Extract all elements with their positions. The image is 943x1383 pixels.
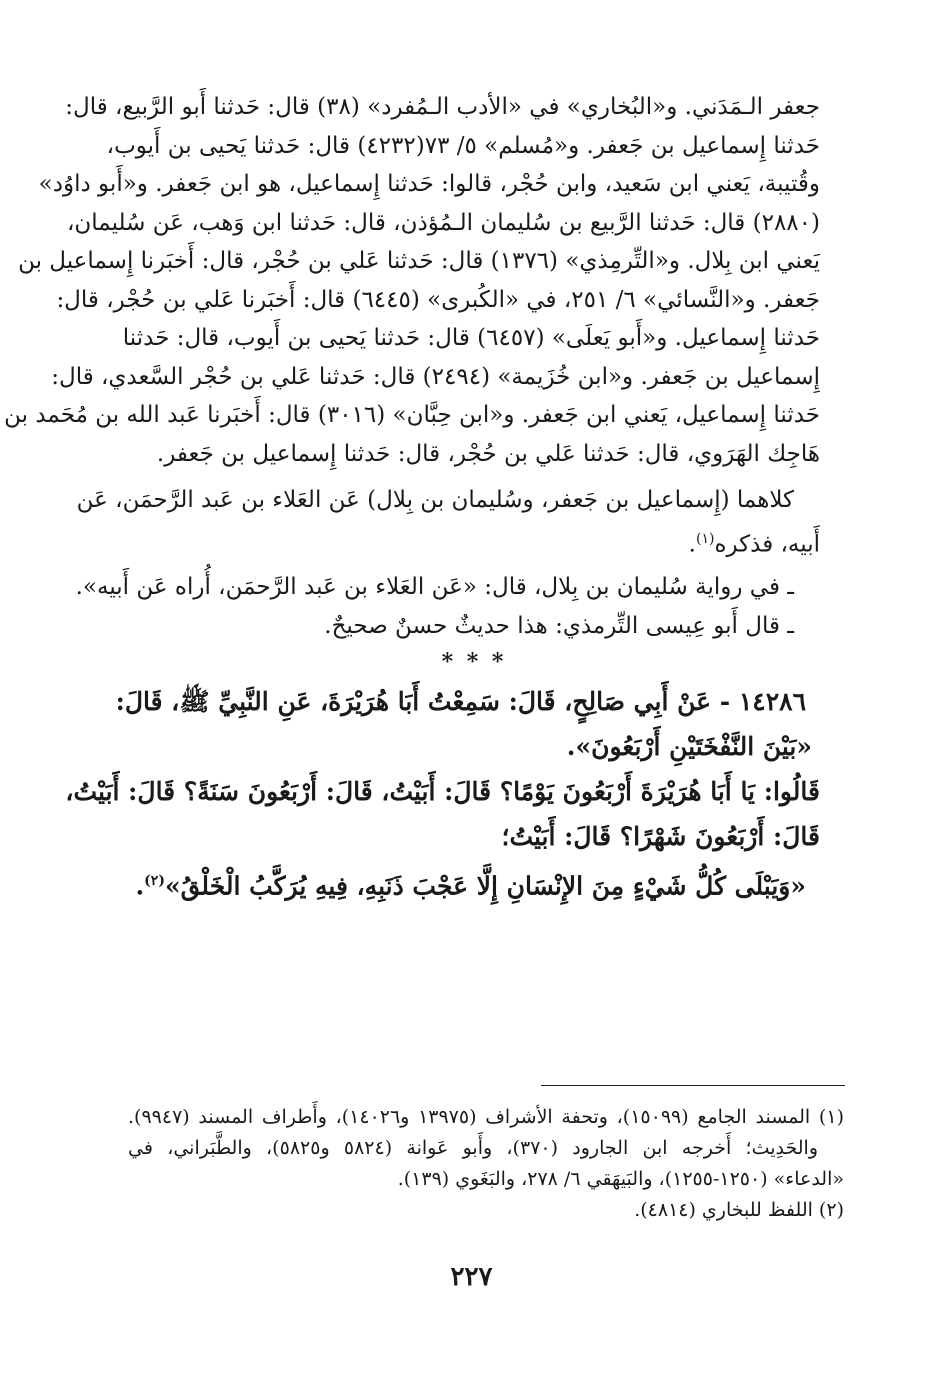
text-fragment: . — [135, 871, 145, 901]
text-fragment: أَبيه، فذكره — [714, 531, 820, 558]
text-line — [128, 520, 820, 559]
text-line: (٢٨٨٠) قال: حَدثنا الرَّبيع بن سُليمان الـمُؤذن، قال: حَدثنا ابن وَهب، عَن سُليمان، — [66, 209, 820, 236]
text-fragment: «وَيَبْلَى كُلُّ شَيْءٍ مِنَ الإِنْسَانِ إِلَّا عَجْبَ ذَنَبِهِ، فِيهِ يُرَكَّبُ الْخَلْقُ» — [164, 871, 806, 901]
hadith-block — [65, 679, 820, 904]
footnote-ref: (٢) — [144, 873, 165, 889]
text-line: هَاجِك الهَرَوي، قال: حَدثنا عَلي بن حُجْر، قال: حَدثنا إِسماعيل بن جَعفر. — [156, 440, 820, 467]
text-line: إِسماعيل بن جَعفر. و«ابن خُزَيمة» (٢٤٩٤) قال: حَدثنا عَلي بن حُجْر السَّعدي، قال: — [51, 363, 820, 390]
paragraph-chain — [76, 481, 820, 558]
text-line: حَدثنا إِسماعيل بن جَعفر. و«مُسلم» ٥/ ٧٣(٤٢٣٢) قال: حَدثنا يَحيى بن أَيوب، — [106, 132, 820, 159]
text-line: حَدثنا إِسماعيل. و«أَبو يَعلَى» (٦٤٥٧) قال: حَدثنا يَحيى بن أَيوب، قال: حَدثنا — [122, 325, 820, 351]
text-line: كلاهما (إِسماعيل بن جَعفر، وسُليمان بن بِلال) عَن العَلاء بن عَبد الرَّحمَن، عَن — [76, 487, 794, 513]
footnote-line: والحَدِيث؛ أَخرجه ابن الجارود (٣٧٠)، وأَبو عَوانة (٥٨٢٤ و٥٨٢٥)، والطَّبَراني، في — [128, 1137, 818, 1159]
hadith-line: ١٤٢٨٦ - عَنْ أَبِي صَالِحٍ، قَالَ: سَمِعْتُ أَبَا هُرَيْرَةَ، عَنِ النَّبِيِّ ﷺ، قَالَ: — [115, 687, 806, 716]
text-fragment: . — [688, 531, 696, 558]
hadith-line: قَالَ: أَرْبَعُونَ شَهْرًا؟ قَالَ: أَبَيْتُ؛ — [501, 822, 820, 851]
footnote-line: (١) المسند الجامع (١٥٠٩٩)، وتحفة الأشراف (١٣٩٧٥ و١٤٠٢٦)، وأَطراف المسند (٩٩٤٧). — [128, 1106, 844, 1128]
page-number: ٢٢٧ — [450, 1262, 493, 1292]
text-line: حَدثنا إِسماعيل، يَعني ابن جَعفر. و«ابن حِبَّان» (٣٠١٦) قال: أَخبَرنا عَبد الله بن مُحَمد بن — [4, 402, 820, 428]
footnote-ref: (١) — [695, 530, 715, 547]
text-line: يَعني ابن بِلال. و«التِّرمِذي» (١٣٧٦) قال: حَدثنا عَلي بن حُجْر، قال: أَخبَرنا إِسماعيل بن — [18, 248, 820, 274]
footnote-line: (٢) اللفظ للبخاري (٤٨١٤). — [634, 1199, 844, 1221]
page-body — [4, 88, 820, 904]
notes — [75, 568, 820, 645]
text-line: وقُتيبة، يَعني ابن سَعيد، وابن حُجْر، قالوا: حَدثنا إِسماعيل، هو ابن جَعفر. و«أَبو داوُد» — [38, 171, 820, 197]
separator: * * * — [441, 649, 507, 675]
footnotes — [128, 1102, 844, 1226]
footnote-divider — [541, 1085, 845, 1086]
text-line: جَعفر. و«النَّسائي» ٦/ ٢٥١، في «الكُبرى» (٦٤٤٥) قال: أَخبَرنا عَلي بن حُجْر، قال: — [56, 286, 820, 313]
hadith-line — [128, 859, 820, 904]
footnote-line: «الدعاء» (١٢٥٠-١٢٥٥)، والبَيهَقي ٦/ ٢٧٨، والبَغَوي (١٣٩). — [397, 1168, 844, 1190]
note-line: ـ قال أَبو عِيسى التِّرمذي: هذا حديثٌ حسنٌ صحيحٌ. — [324, 612, 794, 639]
text-line: جعفر الـمَدَني. و«البُخاري» في «الأدب الـمُفرد» (٣٨) قال: حَدثنا أَبو الرَّبيع، قال: — [65, 94, 820, 120]
paragraph-sources — [4, 88, 820, 473]
hadith-line: «بَيْنَ النَّفْخَتَيْنِ أَرْبَعُونَ». — [566, 732, 812, 761]
hadith-line: قَالُوا: يَا أَبَا هُرَيْرَةَ أَرْبَعُونَ يَوْمًا؟ قَالَ: أَبَيْتُ، قَالَ: أَرْبَعُونَ سَنَةً؟ قَالَ: أَبَيْتُ، — [65, 777, 820, 806]
note-line: ـ في رواية سُليمان بن بِلال، قال: «عَن العَلاء بن عَبد الرَّحمَن، أُراه عَن أَبيه». — [75, 574, 794, 600]
